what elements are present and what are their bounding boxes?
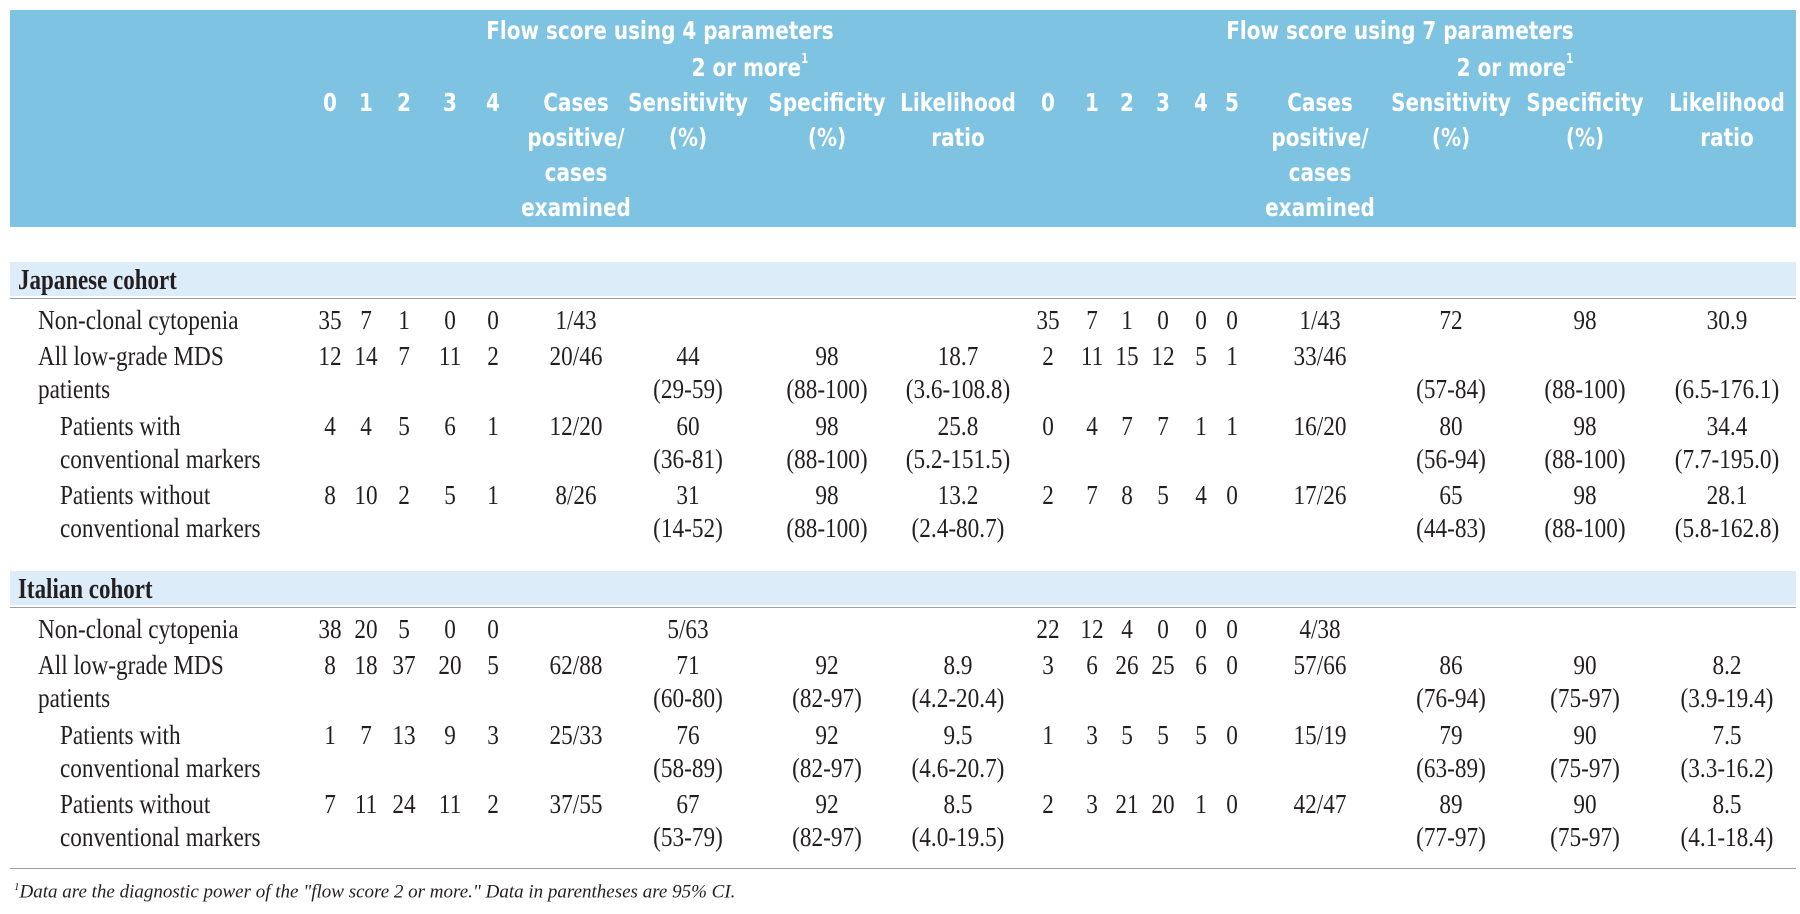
score7-count: 15 — [1115, 341, 1139, 371]
score4-count: 12 — [318, 341, 342, 371]
score4-count: 14 — [354, 341, 378, 371]
lr7-value: 28.1 — [1706, 480, 1748, 510]
header-cases-4-line-3: examined — [521, 193, 631, 222]
score4-count: 13 — [392, 720, 416, 750]
sens7-value: 79 — [1439, 720, 1463, 750]
header-score7-2: 2 — [1120, 88, 1134, 117]
sens4-value: (14-52) — [653, 513, 723, 543]
lr7-value: (3.9-19.4) — [1680, 683, 1774, 713]
spec7-value: (88-100) — [1544, 513, 1626, 543]
header-score4-2: 2 — [397, 88, 411, 117]
sens7-value: 89 — [1439, 789, 1463, 819]
footnote-text: Data are the diagnostic power of the "flow score 2 or more." Data in parentheses are 95% CI. — [19, 881, 736, 903]
score7-count: 12 — [1151, 341, 1175, 371]
score4-count: 0 — [487, 305, 499, 335]
sens4-value: 60 — [676, 411, 700, 441]
spec4-value: 98 — [815, 341, 839, 371]
spec4-value: 98 — [815, 411, 839, 441]
score7-count: 0 — [1226, 480, 1238, 510]
row-label: Patients with — [60, 720, 181, 750]
footnote-marker: 1 — [14, 881, 20, 893]
score7-count: 6 — [1086, 650, 1098, 680]
score7-count: 0 — [1226, 305, 1238, 335]
spec7-value: 98 — [1573, 305, 1597, 335]
score7-count: 7 — [1086, 480, 1098, 510]
score4-count: 0 — [444, 614, 456, 644]
lr7-value: 7.5 — [1712, 720, 1742, 750]
header-group-7-parameters: Flow score using 7 parameters — [1226, 16, 1574, 45]
spec7-value: (75-97) — [1550, 753, 1620, 783]
header-sensitivity-4-line-1: (%) — [668, 123, 708, 152]
header-cases-4-line-0: Cases — [543, 88, 609, 117]
section-divider — [10, 298, 1796, 299]
header-cases-4-line-2: cases — [544, 158, 608, 187]
score7-count: 3 — [1086, 720, 1098, 750]
row-label: Patients without — [60, 480, 211, 510]
row-label: All low-grade MDS — [38, 341, 224, 371]
score7-count: 6 — [1195, 650, 1207, 680]
score4-count: 20 — [354, 614, 378, 644]
score7-count: 8 — [1121, 480, 1133, 510]
header-cases-7-line-1: positive/ — [1271, 123, 1369, 152]
header-score7-1: 1 — [1085, 88, 1099, 117]
score7-count: 0 — [1157, 305, 1169, 335]
score4-count: 4 — [324, 411, 336, 441]
header-sensitivity-7-line-0: Sensitivity — [1391, 88, 1511, 117]
sens4-value: (58-89) — [653, 753, 723, 783]
sens7-value: 72 — [1439, 305, 1463, 335]
sens7-value: (56-94) — [1416, 444, 1486, 474]
sens4-value: (60-80) — [653, 683, 723, 713]
cases4-value: 37/55 — [549, 789, 603, 819]
row-label: Patients without — [60, 789, 211, 819]
sens7-value: 86 — [1439, 650, 1463, 680]
header-specificity-4-line-0: Specificity — [768, 88, 886, 117]
score4-count: 11 — [438, 341, 462, 371]
score4-count: 1 — [398, 305, 410, 335]
score4-count: 3 — [487, 720, 499, 750]
lr4-value: 9.5 — [943, 720, 973, 750]
header-footnote-marker: 1 — [801, 52, 809, 67]
header-two-or-more-7 — [1275, 52, 1755, 82]
sens7-value: 80 — [1439, 411, 1463, 441]
lr7-value: 34.4 — [1706, 411, 1748, 441]
cases7-value: 57/66 — [1293, 650, 1347, 680]
header-cases-7-line-0: Cases — [1287, 88, 1353, 117]
spec4-value: (82-97) — [792, 683, 862, 713]
lr4-value: (4.6-20.7) — [911, 753, 1005, 783]
score7-count: 2 — [1042, 341, 1054, 371]
lr4-value: 13.2 — [937, 480, 979, 510]
spec4-value: (88-100) — [786, 374, 868, 404]
sens7-value: (57-84) — [1416, 374, 1486, 404]
score4-count: 0 — [487, 614, 499, 644]
cases4-value: 62/88 — [549, 650, 603, 680]
header-cases-7-line-3: examined — [1265, 193, 1375, 222]
score7-count: 0 — [1195, 614, 1207, 644]
cases4-value: 12/20 — [549, 411, 603, 441]
spec4-value: 92 — [815, 650, 839, 680]
row-label: conventional markers — [60, 444, 261, 474]
spec4-value: 92 — [815, 720, 839, 750]
sens4-value: 44 — [676, 341, 700, 371]
spec7-value: 98 — [1573, 480, 1597, 510]
score4-count: 8 — [324, 480, 336, 510]
row-label: Non-clonal cytopenia — [38, 614, 239, 644]
score4-count: 5 — [398, 614, 410, 644]
score7-count: 5 — [1157, 720, 1169, 750]
score7-count: 22 — [1036, 614, 1060, 644]
section-band — [10, 262, 1796, 296]
score7-count: 5 — [1121, 720, 1133, 750]
spec7-value: (75-97) — [1550, 683, 1620, 713]
row-label: patients — [38, 374, 111, 404]
row-label: Non-clonal cytopenia — [38, 305, 239, 335]
score7-count: 1 — [1226, 341, 1238, 371]
score4-count: 10 — [354, 480, 378, 510]
spec7-value: (88-100) — [1544, 444, 1626, 474]
sens4-value: (53-79) — [653, 822, 723, 852]
lr4-value: 25.8 — [937, 411, 979, 441]
score7-count: 5 — [1195, 720, 1207, 750]
spec4-value: (82-97) — [792, 822, 862, 852]
sens4-value: (36-81) — [653, 444, 723, 474]
spec4-value: (88-100) — [786, 444, 868, 474]
score7-count: 0 — [1195, 305, 1207, 335]
score7-count: 7 — [1157, 411, 1169, 441]
spec4-value: (88-100) — [786, 513, 868, 543]
lr7-value: (7.7-195.0) — [1674, 444, 1780, 474]
score4-count: 18 — [354, 650, 378, 680]
header-cases-7-line-2: cases — [1288, 158, 1352, 187]
sens7-value: (44-83) — [1416, 513, 1486, 543]
header-likelihood-4-line-1: ratio — [931, 123, 985, 152]
header-score4-0: 0 — [323, 88, 337, 117]
sens4-value: 5/63 — [667, 614, 709, 644]
section-title: Japanese cohort — [18, 265, 177, 296]
header-two-or-more-label: 2 or more — [691, 53, 802, 82]
score4-count: 1 — [487, 480, 499, 510]
section-title: Italian cohort — [18, 574, 153, 605]
table-bottom-rule — [10, 868, 1796, 869]
sens7-value: 65 — [1439, 480, 1463, 510]
sens4-value: 31 — [676, 480, 700, 510]
score4-count: 7 — [324, 789, 336, 819]
header-footnote-marker: 1 — [1566, 52, 1574, 67]
lr7-value: (3.3-16.2) — [1680, 753, 1774, 783]
score4-count: 5 — [487, 650, 499, 680]
header-score7-3: 3 — [1156, 88, 1170, 117]
cases7-value: 4/38 — [1299, 614, 1341, 644]
score7-count: 0 — [1226, 789, 1238, 819]
score4-count: 2 — [398, 480, 410, 510]
score4-count: 0 — [444, 305, 456, 335]
score7-count: 4 — [1121, 614, 1133, 644]
cases4-value: 20/46 — [549, 341, 603, 371]
score7-count: 0 — [1042, 411, 1054, 441]
score7-count: 1 — [1121, 305, 1133, 335]
score4-count: 2 — [487, 341, 499, 371]
score7-count: 0 — [1226, 720, 1238, 750]
footnote — [14, 881, 735, 903]
lr4-value: (4.0-19.5) — [911, 822, 1005, 852]
score4-count: 24 — [392, 789, 416, 819]
header-score4-3: 3 — [443, 88, 457, 117]
lr7-value: 8.5 — [1712, 789, 1742, 819]
row-label: All low-grade MDS — [38, 650, 224, 680]
score4-count: 8 — [324, 650, 336, 680]
score4-count: 20 — [438, 650, 462, 680]
score7-count: 26 — [1115, 650, 1139, 680]
lr4-value: (4.2-20.4) — [911, 683, 1005, 713]
header-sensitivity-7-line-1: (%) — [1431, 123, 1471, 152]
sens4-value: 71 — [676, 650, 700, 680]
lr7-value: (4.1-18.4) — [1680, 822, 1774, 852]
spec7-value: 90 — [1573, 650, 1597, 680]
lr7-value: (5.8-162.8) — [1674, 513, 1780, 543]
score4-count: 35 — [318, 305, 342, 335]
sens4-value: (29-59) — [653, 374, 723, 404]
cases7-value: 33/46 — [1293, 341, 1347, 371]
score4-count: 11 — [354, 789, 378, 819]
score4-count: 11 — [438, 789, 462, 819]
spec7-value: (75-97) — [1550, 822, 1620, 852]
sens7-value: (63-89) — [1416, 753, 1486, 783]
header-score4-1: 1 — [359, 88, 373, 117]
row-label: conventional markers — [60, 513, 261, 543]
spec7-value: (88-100) — [1544, 374, 1626, 404]
section-band — [10, 571, 1796, 605]
score7-count: 1 — [1195, 411, 1207, 441]
score7-count: 0 — [1157, 614, 1169, 644]
lr7-value: 30.9 — [1706, 305, 1748, 335]
score4-count: 1 — [324, 720, 336, 750]
cases4-value: 25/33 — [549, 720, 603, 750]
score7-count: 0 — [1226, 614, 1238, 644]
score7-count: 1 — [1042, 720, 1054, 750]
score7-count: 7 — [1086, 305, 1098, 335]
score4-count: 1 — [487, 411, 499, 441]
score4-count: 5 — [398, 411, 410, 441]
score7-count: 11 — [1080, 341, 1104, 371]
lr7-value: (6.5-176.1) — [1674, 374, 1780, 404]
score7-count: 3 — [1086, 789, 1098, 819]
score4-count: 9 — [444, 720, 456, 750]
score7-count: 5 — [1195, 341, 1207, 371]
row-label: conventional markers — [60, 753, 261, 783]
cases7-value: 16/20 — [1293, 411, 1347, 441]
spec4-value: 98 — [815, 480, 839, 510]
score7-count: 20 — [1151, 789, 1175, 819]
score4-count: 2 — [487, 789, 499, 819]
lr7-value: 8.2 — [1712, 650, 1742, 680]
cases7-value: 15/19 — [1293, 720, 1347, 750]
score7-count: 2 — [1042, 789, 1054, 819]
header-sensitivity-4-line-0: Sensitivity — [628, 88, 748, 117]
header-group-4-parameters: Flow score using 4 parameters — [486, 16, 834, 45]
lr4-value: (3.6-108.8) — [905, 374, 1011, 404]
cases7-value: 42/47 — [1293, 789, 1347, 819]
score4-count: 37 — [392, 650, 416, 680]
row-label: conventional markers — [60, 822, 261, 852]
score7-count: 0 — [1226, 650, 1238, 680]
lr4-value: (2.4-80.7) — [911, 513, 1005, 543]
header-two-or-more-label: 2 or more — [1456, 53, 1567, 82]
score7-count: 35 — [1036, 305, 1060, 335]
score7-count: 4 — [1195, 480, 1207, 510]
header-specificity-7-line-1: (%) — [1565, 123, 1605, 152]
sens7-value: (76-94) — [1416, 683, 1486, 713]
header-score4-4: 4 — [486, 88, 500, 117]
score7-count: 25 — [1151, 650, 1175, 680]
lr4-value: (5.2-151.5) — [905, 444, 1011, 474]
section-divider — [10, 607, 1796, 608]
cases4-value: 1/43 — [555, 305, 597, 335]
sens7-value: (77-97) — [1416, 822, 1486, 852]
cases4-value: 8/26 — [555, 480, 597, 510]
score4-count: 6 — [444, 411, 456, 441]
score4-count: 7 — [398, 341, 410, 371]
header-likelihood-4-line-0: Likelihood — [900, 88, 1016, 117]
spec4-value: (82-97) — [792, 753, 862, 783]
score4-count: 7 — [360, 305, 372, 335]
score7-count: 2 — [1042, 480, 1054, 510]
lr4-value: 8.9 — [943, 650, 973, 680]
spec7-value: 90 — [1573, 789, 1597, 819]
header-score7-4: 4 — [1194, 88, 1208, 117]
header-score7-5: 5 — [1225, 88, 1239, 117]
score7-count: 7 — [1121, 411, 1133, 441]
header-specificity-7-line-0: Specificity — [1526, 88, 1644, 117]
score7-count: 5 — [1157, 480, 1169, 510]
header-likelihood-7-line-1: ratio — [1700, 123, 1754, 152]
sens4-value: 67 — [676, 789, 700, 819]
score4-count: 7 — [360, 720, 372, 750]
score4-count: 5 — [444, 480, 456, 510]
score4-count: 4 — [360, 411, 372, 441]
score7-count: 3 — [1042, 650, 1054, 680]
header-two-or-more-4 — [510, 52, 990, 82]
spec7-value: 90 — [1573, 720, 1597, 750]
spec4-value: 92 — [815, 789, 839, 819]
spec7-value: 98 — [1573, 411, 1597, 441]
score7-count: 4 — [1086, 411, 1098, 441]
header-cases-4-line-1: positive/ — [527, 123, 625, 152]
score7-count: 1 — [1195, 789, 1207, 819]
lr4-value: 18.7 — [937, 341, 979, 371]
sens4-value: 76 — [676, 720, 700, 750]
row-label: Patients with — [60, 411, 181, 441]
header-likelihood-7-line-0: Likelihood — [1669, 88, 1785, 117]
cases7-value: 1/43 — [1299, 305, 1341, 335]
score7-count: 12 — [1080, 614, 1104, 644]
score7-count: 21 — [1115, 789, 1139, 819]
header-specificity-4-line-1: (%) — [807, 123, 847, 152]
row-label: patients — [38, 683, 111, 713]
lr4-value: 8.5 — [943, 789, 973, 819]
header-score7-0: 0 — [1041, 88, 1055, 117]
score7-count: 1 — [1226, 411, 1238, 441]
score4-count: 38 — [318, 614, 342, 644]
cases7-value: 17/26 — [1293, 480, 1347, 510]
